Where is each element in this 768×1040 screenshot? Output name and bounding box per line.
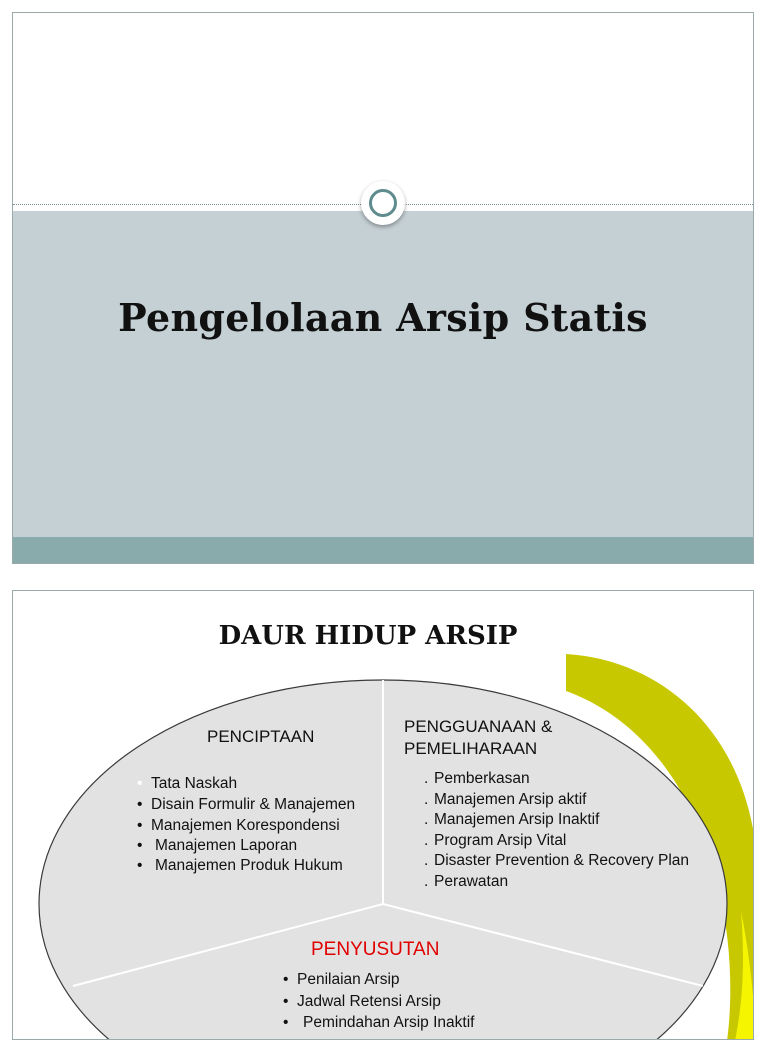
list-item: . Program Arsip Vital: [424, 832, 567, 849]
penggunaan-heading-line2: PEMELIHARAAN: [404, 739, 538, 758]
list-item: . Disaster Prevention & Recovery Plan: [424, 852, 690, 869]
penggunaan-heading-line1: PENGGUANAAN &: [404, 717, 553, 736]
list-item: . Manajemen Arsip Inaktif: [424, 811, 600, 828]
slide-title: Pengelolaan Arsip Statis: [118, 295, 648, 340]
title-slide: [12, 12, 754, 564]
list-item: • Disain Formulir & Manajemen: [137, 796, 356, 813]
list-item: • Manajemen Produk Hukum: [137, 857, 343, 874]
penyusutan-heading: PENYUSUTAN: [311, 939, 440, 960]
list-item: . Perawatan: [424, 873, 509, 890]
list-item: • Manajemen Korespondensi: [137, 817, 340, 834]
list-item: • Penilaian Arsip: [283, 971, 400, 988]
list-item: . Pemberkasan: [424, 770, 530, 787]
circle-ornament-icon: [361, 181, 405, 225]
list-item: . Manajemen Arsip aktif: [424, 791, 587, 808]
penciptaan-heading: PENCIPTAAN: [207, 727, 315, 746]
slide-title: DAUR HIDUP ARSIP: [218, 621, 518, 651]
list-item: • Tata Naskah: [137, 775, 238, 792]
list-item: • Manajemen Laporan: [137, 837, 298, 854]
lifecycle-slide: [12, 590, 754, 1040]
circle-ring: [369, 189, 397, 217]
list-item: • Pemindahan Arsip Inaktif: [283, 1014, 475, 1031]
slide-header-area: [13, 13, 753, 205]
footer-band: [13, 537, 753, 564]
title-band: [13, 211, 753, 537]
list-item: • Jadwal Retensi Arsip: [283, 993, 441, 1010]
